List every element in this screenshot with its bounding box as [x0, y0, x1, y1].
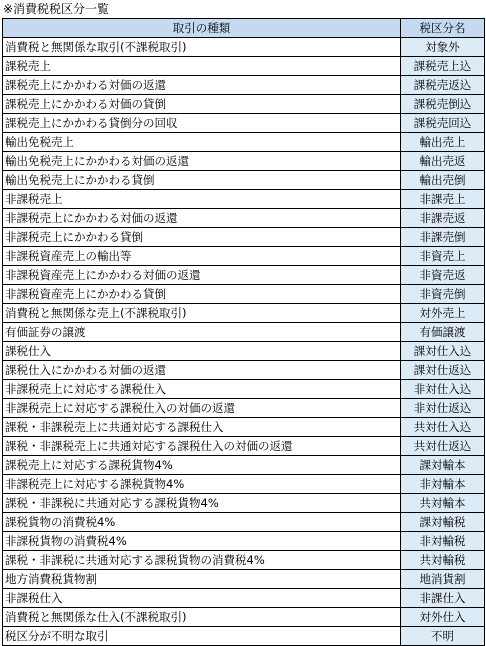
transaction-type-cell: 課税仕入	[3, 342, 401, 361]
transaction-type-cell: 消費税と無関係な売上(不課税取引)	[3, 304, 401, 323]
table-row	[3, 228, 485, 247]
table-row	[3, 152, 485, 171]
transaction-type-cell: 輸出免税売上にかかわる貸倒	[3, 171, 401, 190]
tax-category-cell: 非対仕返込	[401, 399, 485, 418]
tax-category-cell: 非課仕入	[401, 589, 485, 608]
transaction-type-cell: 課税・非課税売上に共通対応する課税仕入	[3, 418, 401, 437]
transaction-type-cell: 消費税と無関係な仕入(不課税取引)	[3, 608, 401, 627]
tax-category-cell: 共対輸本	[401, 494, 485, 513]
table-row	[3, 304, 485, 323]
transaction-type-cell: 非課税売上にかかわる貸倒	[3, 228, 401, 247]
table-row	[3, 589, 485, 608]
table-body	[3, 38, 485, 646]
tax-category-cell: 非対輸本	[401, 475, 485, 494]
transaction-type-cell: 課税売上にかかわる貸倒分の回収	[3, 114, 401, 133]
transaction-type-cell: 非課税売上に対応する課税仕入	[3, 380, 401, 399]
transaction-type-cell: 輸出免税売上にかかわる対価の返還	[3, 152, 401, 171]
transaction-type-cell: 非課税資産売上にかかわる対価の返還	[3, 266, 401, 285]
transaction-type-cell: 非課税資産売上にかかわる貸倒	[3, 285, 401, 304]
transaction-type-cell: 課税・非課税に共通対応する課税貨物4%	[3, 494, 401, 513]
tax-category-cell: 課税売上込	[401, 57, 485, 76]
tax-category-cell: 対象外	[401, 38, 485, 57]
transaction-type-cell: 非課税売上	[3, 190, 401, 209]
transaction-type-cell: 有価証券の譲渡	[3, 323, 401, 342]
table-row	[3, 627, 485, 646]
tax-category-cell: 非課売倒	[401, 228, 485, 247]
tax-category-cell: 対外仕入	[401, 608, 485, 627]
tax-category-cell: 非対仕入込	[401, 380, 485, 399]
table-row	[3, 266, 485, 285]
tax-category-cell: 共対仕入込	[401, 418, 485, 437]
table-row	[3, 209, 485, 228]
table-row	[3, 418, 485, 437]
table-row	[3, 399, 485, 418]
transaction-type-cell: 課税売上に対応する課税貨物4%	[3, 456, 401, 475]
transaction-type-cell: 課税・非課税売上に共通対応する課税仕入の対価の返還	[3, 437, 401, 456]
tax-category-cell: 非資売返	[401, 266, 485, 285]
transaction-type-cell: 輸出免税売上	[3, 133, 401, 152]
table-row	[3, 551, 485, 570]
table-row	[3, 323, 485, 342]
tax-category-cell: 非資売倒	[401, 285, 485, 304]
page-title: ※消費税税区分一覧	[3, 2, 110, 16]
table-header-row	[3, 19, 485, 38]
tax-category-cell: 非課売上	[401, 190, 485, 209]
tax-category-cell: 共対輸税	[401, 551, 485, 570]
table-row	[3, 114, 485, 133]
tax-category-cell: 非課売返	[401, 209, 485, 228]
tax-category-cell: 非資売上	[401, 247, 485, 266]
table-row	[3, 38, 485, 57]
table-row	[3, 57, 485, 76]
transaction-type-cell: 非課税仕入	[3, 589, 401, 608]
tax-category-cell: 地消貨割	[401, 570, 485, 589]
table-row	[3, 95, 485, 114]
transaction-type-cell: 消費税と無関係な取引(不課税取引)	[3, 38, 401, 57]
transaction-type-cell: 地方消費税貨物割	[3, 570, 401, 589]
header-tax-category-name: 税区分名	[401, 19, 485, 38]
table-row	[3, 133, 485, 152]
tax-category-cell: 輸出売上	[401, 133, 485, 152]
tax-category-cell: 課対輸本	[401, 456, 485, 475]
table-row	[3, 361, 485, 380]
table-row	[3, 532, 485, 551]
table-row	[3, 76, 485, 95]
tax-category-table	[2, 18, 485, 646]
table-row	[3, 342, 485, 361]
table-row	[3, 437, 485, 456]
table-row	[3, 285, 485, 304]
tax-category-cell: 課税売返込	[401, 76, 485, 95]
table-row	[3, 494, 485, 513]
transaction-type-cell: 非課税売上に対応する課税貨物4%	[3, 475, 401, 494]
tax-category-cell: 有価譲渡	[401, 323, 485, 342]
transaction-type-cell: 課税・非課税に共通対応する課税貨物の消費税4%	[3, 551, 401, 570]
transaction-type-cell: 課税売上にかかわる対価の貸倒	[3, 95, 401, 114]
table-row	[3, 513, 485, 532]
tax-category-cell: 課対仕返込	[401, 361, 485, 380]
transaction-type-cell: 課税貨物の消費税4%	[3, 513, 401, 532]
transaction-type-cell: 課税売上	[3, 57, 401, 76]
table-row	[3, 190, 485, 209]
tax-category-cell: 課税売回込	[401, 114, 485, 133]
transaction-type-cell: 税区分が不明な取引	[3, 627, 401, 646]
table-row	[3, 608, 485, 627]
transaction-type-cell: 非課税資産売上の輸出等	[3, 247, 401, 266]
table-row	[3, 171, 485, 190]
tax-category-cell: 不明	[401, 627, 485, 646]
tax-category-cell: 共対仕返込	[401, 437, 485, 456]
tax-category-cell: 輸出売返	[401, 152, 485, 171]
tax-category-cell: 非対輸税	[401, 532, 485, 551]
tax-category-cell: 対外売上	[401, 304, 485, 323]
table-row	[3, 380, 485, 399]
tax-category-cell: 課対輸税	[401, 513, 485, 532]
table-row	[3, 456, 485, 475]
transaction-type-cell: 非課税貨物の消費税4%	[3, 532, 401, 551]
transaction-type-cell: 非課税売上に対応する課税仕入の対価の返還	[3, 399, 401, 418]
table-row	[3, 570, 485, 589]
table-row	[3, 475, 485, 494]
header-transaction-type: 取引の種類	[3, 19, 401, 38]
transaction-type-cell: 非課税売上にかかわる対価の返還	[3, 209, 401, 228]
table-row	[3, 247, 485, 266]
tax-category-cell: 輸出売倒	[401, 171, 485, 190]
tax-category-cell: 課税売倒込	[401, 95, 485, 114]
tax-category-cell: 課対仕入込	[401, 342, 485, 361]
transaction-type-cell: 課税仕入にかかわる対価の返還	[3, 361, 401, 380]
transaction-type-cell: 課税売上にかかわる対価の返還	[3, 76, 401, 95]
